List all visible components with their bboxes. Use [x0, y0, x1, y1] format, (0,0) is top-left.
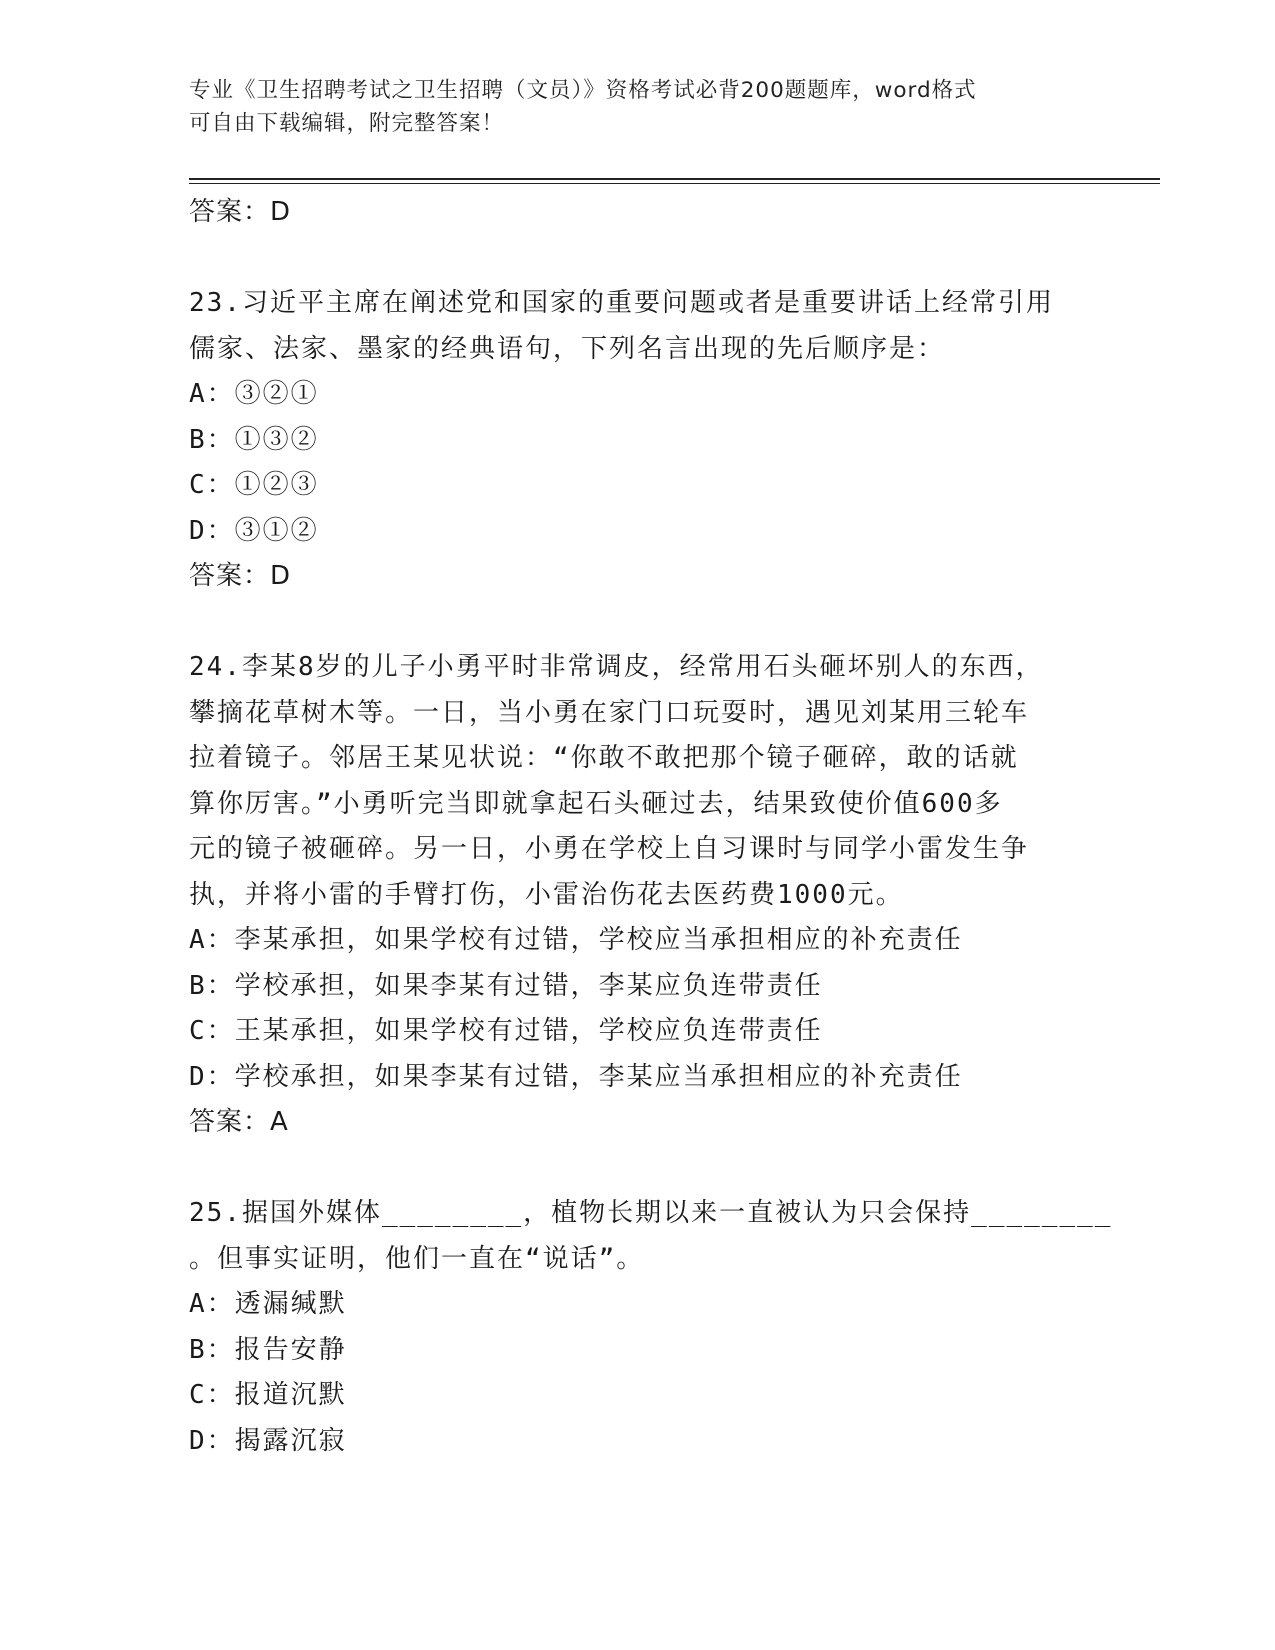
header-title-line-2: 可自由下载编辑，附完整答案！	[189, 111, 505, 136]
option-a: A：③②①	[189, 379, 319, 409]
header-divider-thin	[189, 183, 1160, 184]
header-divider-thick	[189, 178, 1160, 180]
question-stem-line: 攀摘花草树木等。一日，当小勇在家门口玩耍时，遇见刘某用三轮车	[189, 697, 1030, 728]
answer-line: 答案：D	[189, 561, 292, 591]
option-d: D：揭露沉寂	[189, 1425, 347, 1456]
answer-line: 答案：A	[189, 1107, 289, 1137]
spacer	[189, 600, 1089, 646]
option-d: D：③①②	[189, 515, 319, 546]
question-stem-line: 23.习近平主席在阐述党和国家的重要问题或者是重要讲话上经常引用	[189, 288, 1054, 318]
question-23	[189, 281, 1089, 600]
option-c: C：王某承担，如果学校有过错，学校应负连带责任	[189, 1016, 823, 1046]
question-stem-line: 儒家、法家、墨家的经典语句，下列名言出现的先后顺序是：	[189, 333, 946, 364]
page-header	[189, 74, 1089, 140]
option-b: B：学校承担，如果李某有过错，李某应负连带责任	[189, 970, 823, 1001]
option-c: C：报道沉默	[189, 1380, 347, 1410]
previous-answer: 答案：D	[189, 197, 292, 227]
question-stem-line: 算你厉害。”小勇听完当即就拿起石头砸过去，结果致使价值600多	[189, 788, 1003, 819]
option-b: B：报告安静	[189, 1334, 347, 1365]
option-a: A：李某承担，如果学校有过错，学校应当承担相应的补充责任	[189, 925, 963, 955]
spacer	[189, 1146, 1089, 1192]
question-stem-line: 拉着镜子。邻居王某见状说：“你敢不敢把那个镜子砸碎，敢的话就	[189, 743, 1019, 773]
question-stem-line: 元的镜子被砸碎。另一日，小勇在学校上自习课时与同学小雷发生争	[189, 834, 1030, 864]
option-b: B：①③②	[189, 424, 319, 455]
option-a: A：透漏缄默	[189, 1289, 347, 1319]
question-stem-line: 执，并将小雷的手臂打伤，小雷治伤花去医药费1000元。	[189, 879, 904, 910]
question-stem-line: 。但事实证明，他们一直在“说话”。	[189, 1243, 645, 1274]
option-c: C：①②③	[189, 470, 319, 500]
question-stem-line: 25.据国外媒体________，植物长期以来一直被认为只会保持________	[189, 1198, 1113, 1228]
question-25	[189, 1191, 1113, 1464]
header-title-line-1: 专业《卫生招聘考试之卫生招聘（文员）》资格考试必背200题题库，word格式	[189, 78, 977, 103]
question-stem-line: 24.李某8岁的儿子小勇平时非常调皮，经常用石头砸坏别人的东西，	[189, 652, 1044, 682]
question-list	[189, 190, 1113, 1464]
spacer	[189, 236, 1089, 282]
question-24	[189, 645, 1089, 1146]
option-d: D：学校承担，如果李某有过错，李某应当承担相应的补充责任	[189, 1061, 963, 1092]
